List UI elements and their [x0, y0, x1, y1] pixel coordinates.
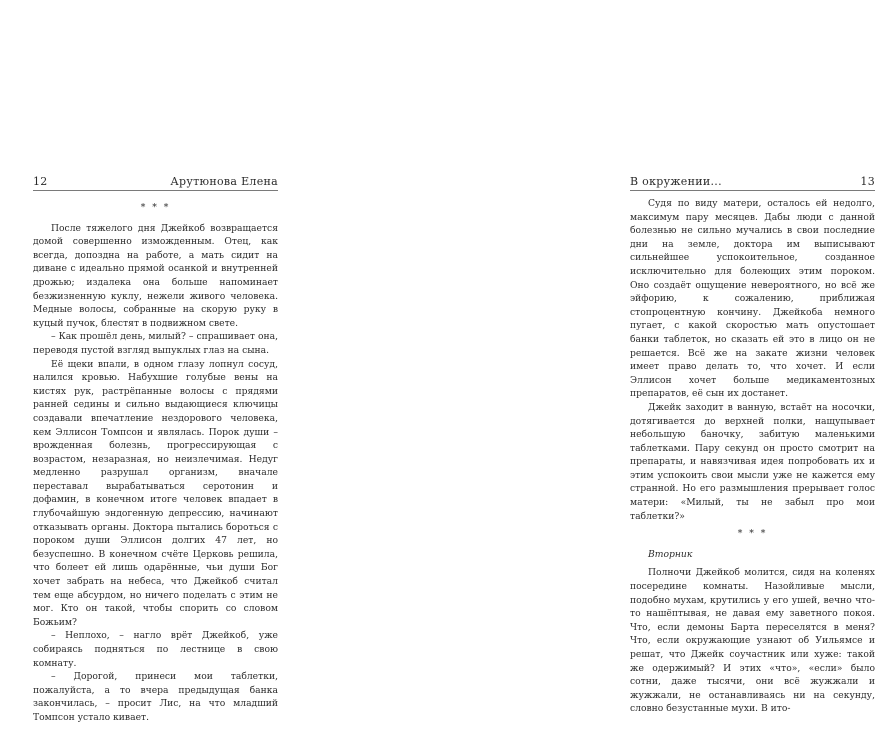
- paragraph: Судя по виду матери, осталось ей недолго, максимум пару месяцев. Дабы люди с данной болезнью не сильно мучались в свои последние дни на земле, доктора им выписывают сильнейшее успокоительное, созданное исключительно для болеющих этим пороком. Оно создаёт ощущение невероятного, но всё же эйфорию, к сожалению, приближая стопроцентную кончину. Джейкоба немного пугает, с какой скоростью мать опустошает банки таблеток, но сказать ей это в лицо он не решается. Всё же на закате жизни человек имеет право делать то, что хочет. И если Эллисон хочет больше медикаментозных препаратов, её сын их достанет.: [630, 198, 875, 400]
- left-body-text: [33, 197, 278, 725]
- paragraph: Полночи Джейкоб молится, сидя на коленях посередине комнаты. Назойливые мысли, подобно мухам, крутились у его ушей, вечно что-то нашёптывая, не давая ему заветного покоя. Что, если демоны Барта переселятся в меня? Что, если окружающие узнают об Уильямсе и решат, что Джейк соучастник или хуже: такой же одержимый? И этих «что», «если» было сотни, даже тысячи, они всё жужжали и жужжали, не останавливаясь ни на секунду, словно безустанные мухи. В ито-: [630, 567, 875, 715]
- left-page-number: 12: [33, 175, 48, 188]
- left-running-head: Арутюнова Елена: [170, 175, 278, 188]
- scene-separator: * * *: [140, 202, 171, 213]
- section-subheading: Вторник: [648, 548, 693, 560]
- right-body-text: [630, 197, 875, 716]
- paragraph: После тяжелого дня Джейкоб возвращается домой совершенно изможденным. Отец, как всегда, допоздна на работе, а мать сидит на диване с идеально прямой осанкой и внутренней дрожью; издалека она больше напоминает безжизненную куклу, нежели живого человека. Медные волосы, собранные на скорую руку в куцый пучок, блестят в подвижном свете.: [33, 222, 278, 329]
- right-running-header: [630, 174, 875, 194]
- paragraph: – Дорогой, принеси мои таблетки, пожалуйста, а то вчера предыдущая банка закончилась, – просит Лис, на что младший Томпсон устало кивает.: [33, 671, 278, 723]
- right-running-head: В окружении...: [630, 175, 722, 188]
- paragraph: – Как прошёл день, милый? – спрашивает она, переводя пустой взгляд выпуклых глаз на сына.: [33, 331, 278, 356]
- paragraph: Джейк заходит в ванную, встаёт на носочки, дотягивается до верхней полки, нащупывает небольшую баночку, забитую маленькими таблетками. Пару секунд он просто смотрит на препараты, и навязчивая идея попробовать их и этим успокоить свои мысли уже не кажется ему странной. Но его размышления прерывает голос матери: «Милый, ты не забыл про мои таблетки?»: [630, 401, 875, 522]
- left-page: [0, 0, 300, 750]
- paragraph: – Неплохо, – нагло врёт Джейкоб, уже собираясь подняться по лестнице в свою комнату.: [33, 630, 278, 669]
- scene-separator: * * *: [737, 528, 768, 540]
- right-page-number: 13: [860, 175, 875, 188]
- left-running-header: [33, 174, 278, 194]
- right-page: [300, 0, 875, 750]
- right-header-rule: [630, 190, 875, 191]
- left-header-rule: [33, 190, 278, 191]
- paragraph: Её щеки впали, в одном глазу лопнул сосуд, налился кровью. Набухшие голубые вены на кистях рук, растрёпанные волосы с прядями ранней седины и сильно выдающиеся ключицы создавали впечатление нездорового человека, кем Эллисон Томпсон и являлась. Порок души – врожденная болезнь, прогрессирующая с возрастом, незаразная, но неизлечимая. Недуг медленно разрушал организм, вначале переставал вырабатываться серотонин и дофамин, в конечном итоге человек впадает в глубочайшую эндогенную депрессию, начинают отказывать органы. Доктора пытались бороться с пороком души Эллисон долгих 47 лет, но безуспешно. В конечном счёте Церковь решила, что болеет ей лишь одарённые, чьи души Бог хочет забрать на небеса, что Джейкоб считал тем еще абсурдом, но ничего поделать с этим не мог. Кто он такой, чтобы спорить со словом Божьим?: [33, 358, 278, 628]
